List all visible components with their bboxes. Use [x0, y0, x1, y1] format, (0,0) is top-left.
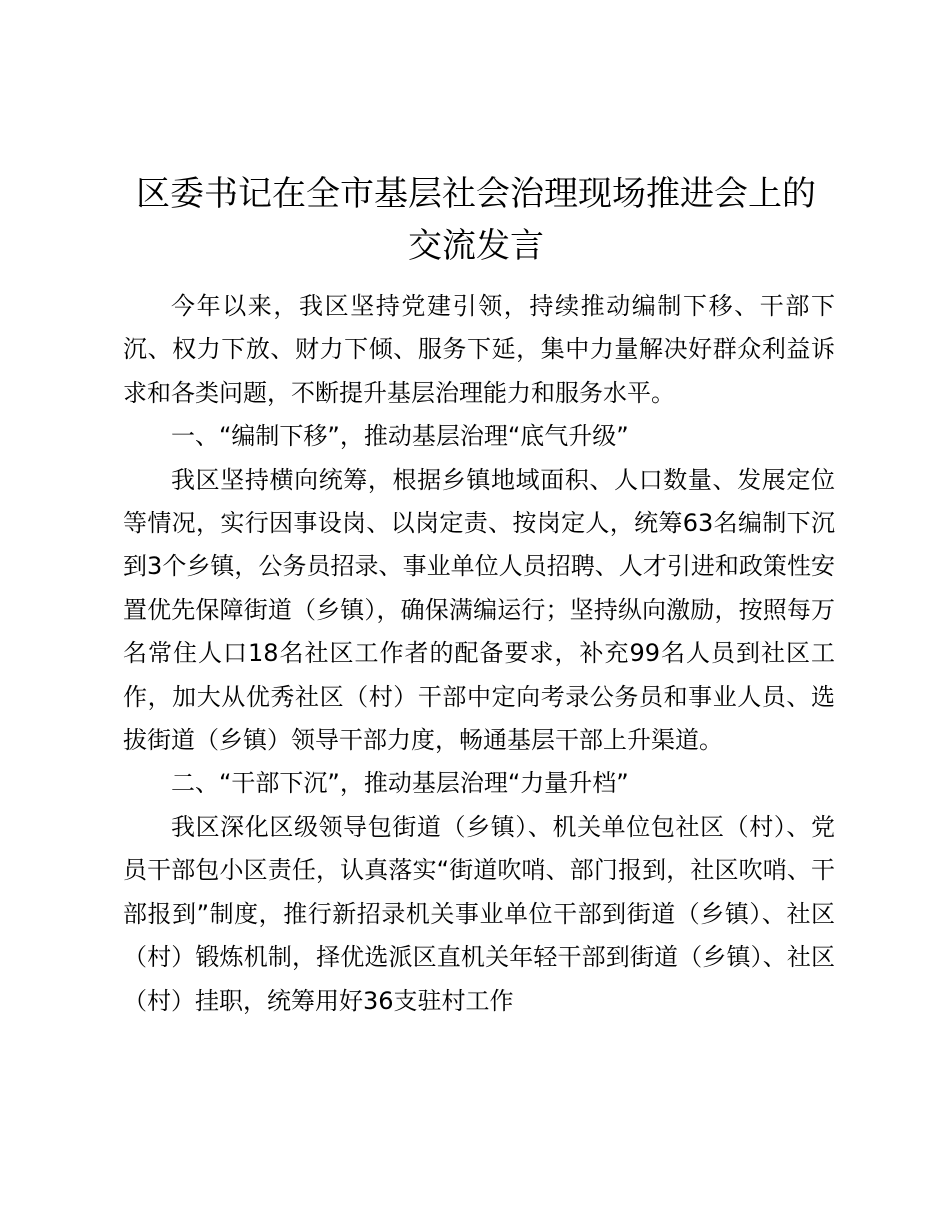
section-heading-2: 二、“干部下沉”，推动基层治理“力量升档”: [171, 769, 629, 798]
document-body: [123, 285, 835, 1023]
paragraph-section-1: 我区坚持横向统筹，根据乡镇地域面积、人口数量、发展定位等情况，实行因事设岗、以岗定责、按岗定人，统筹63名编制下沉到3个乡镇，公务员招录、事业单位人员招聘、人才引进和政策性安置优先保障街道（乡镇），确保满编运行；坚持纵向激励，按照每万名常住人口18名社区工作者的配备要求，补充99名人员到社区工作，加大从优秀社区（村）干部中定向考录公务员和事业人员、选拔街道（乡镇）领导干部力度，畅通基层干部上升渠道。: [123, 465, 835, 755]
document-title: 区委书记在全市基层社会治理现场推进会上的交流发言: [136, 174, 816, 266]
paragraph-intro: 今年以来，我区坚持党建引领，持续推动编制下移、干部下沉、权力下放、财力下倾、服务下延，集中力量解决好群众利益诉求和各类问题，不断提升基层治理能力和服务水平。: [123, 292, 835, 407]
section-heading-1: 一、“编制下移”，推动基层治理“底气升级”: [171, 422, 629, 451]
paragraph-section-2: 我区深化区级领导包街道（乡镇）、机关单位包社区（村）、党员干部包小区责任，认真落实“街道吹哨、部门报到，社区吹哨、干部报到”制度，推行新招录机关事业单位干部到街道（乡镇）、社区（村）锻炼机制，择优选派区直机关年轻干部到街道（乡镇）、社区（村）挂职，统筹用好36支驻村工作: [123, 812, 835, 1015]
